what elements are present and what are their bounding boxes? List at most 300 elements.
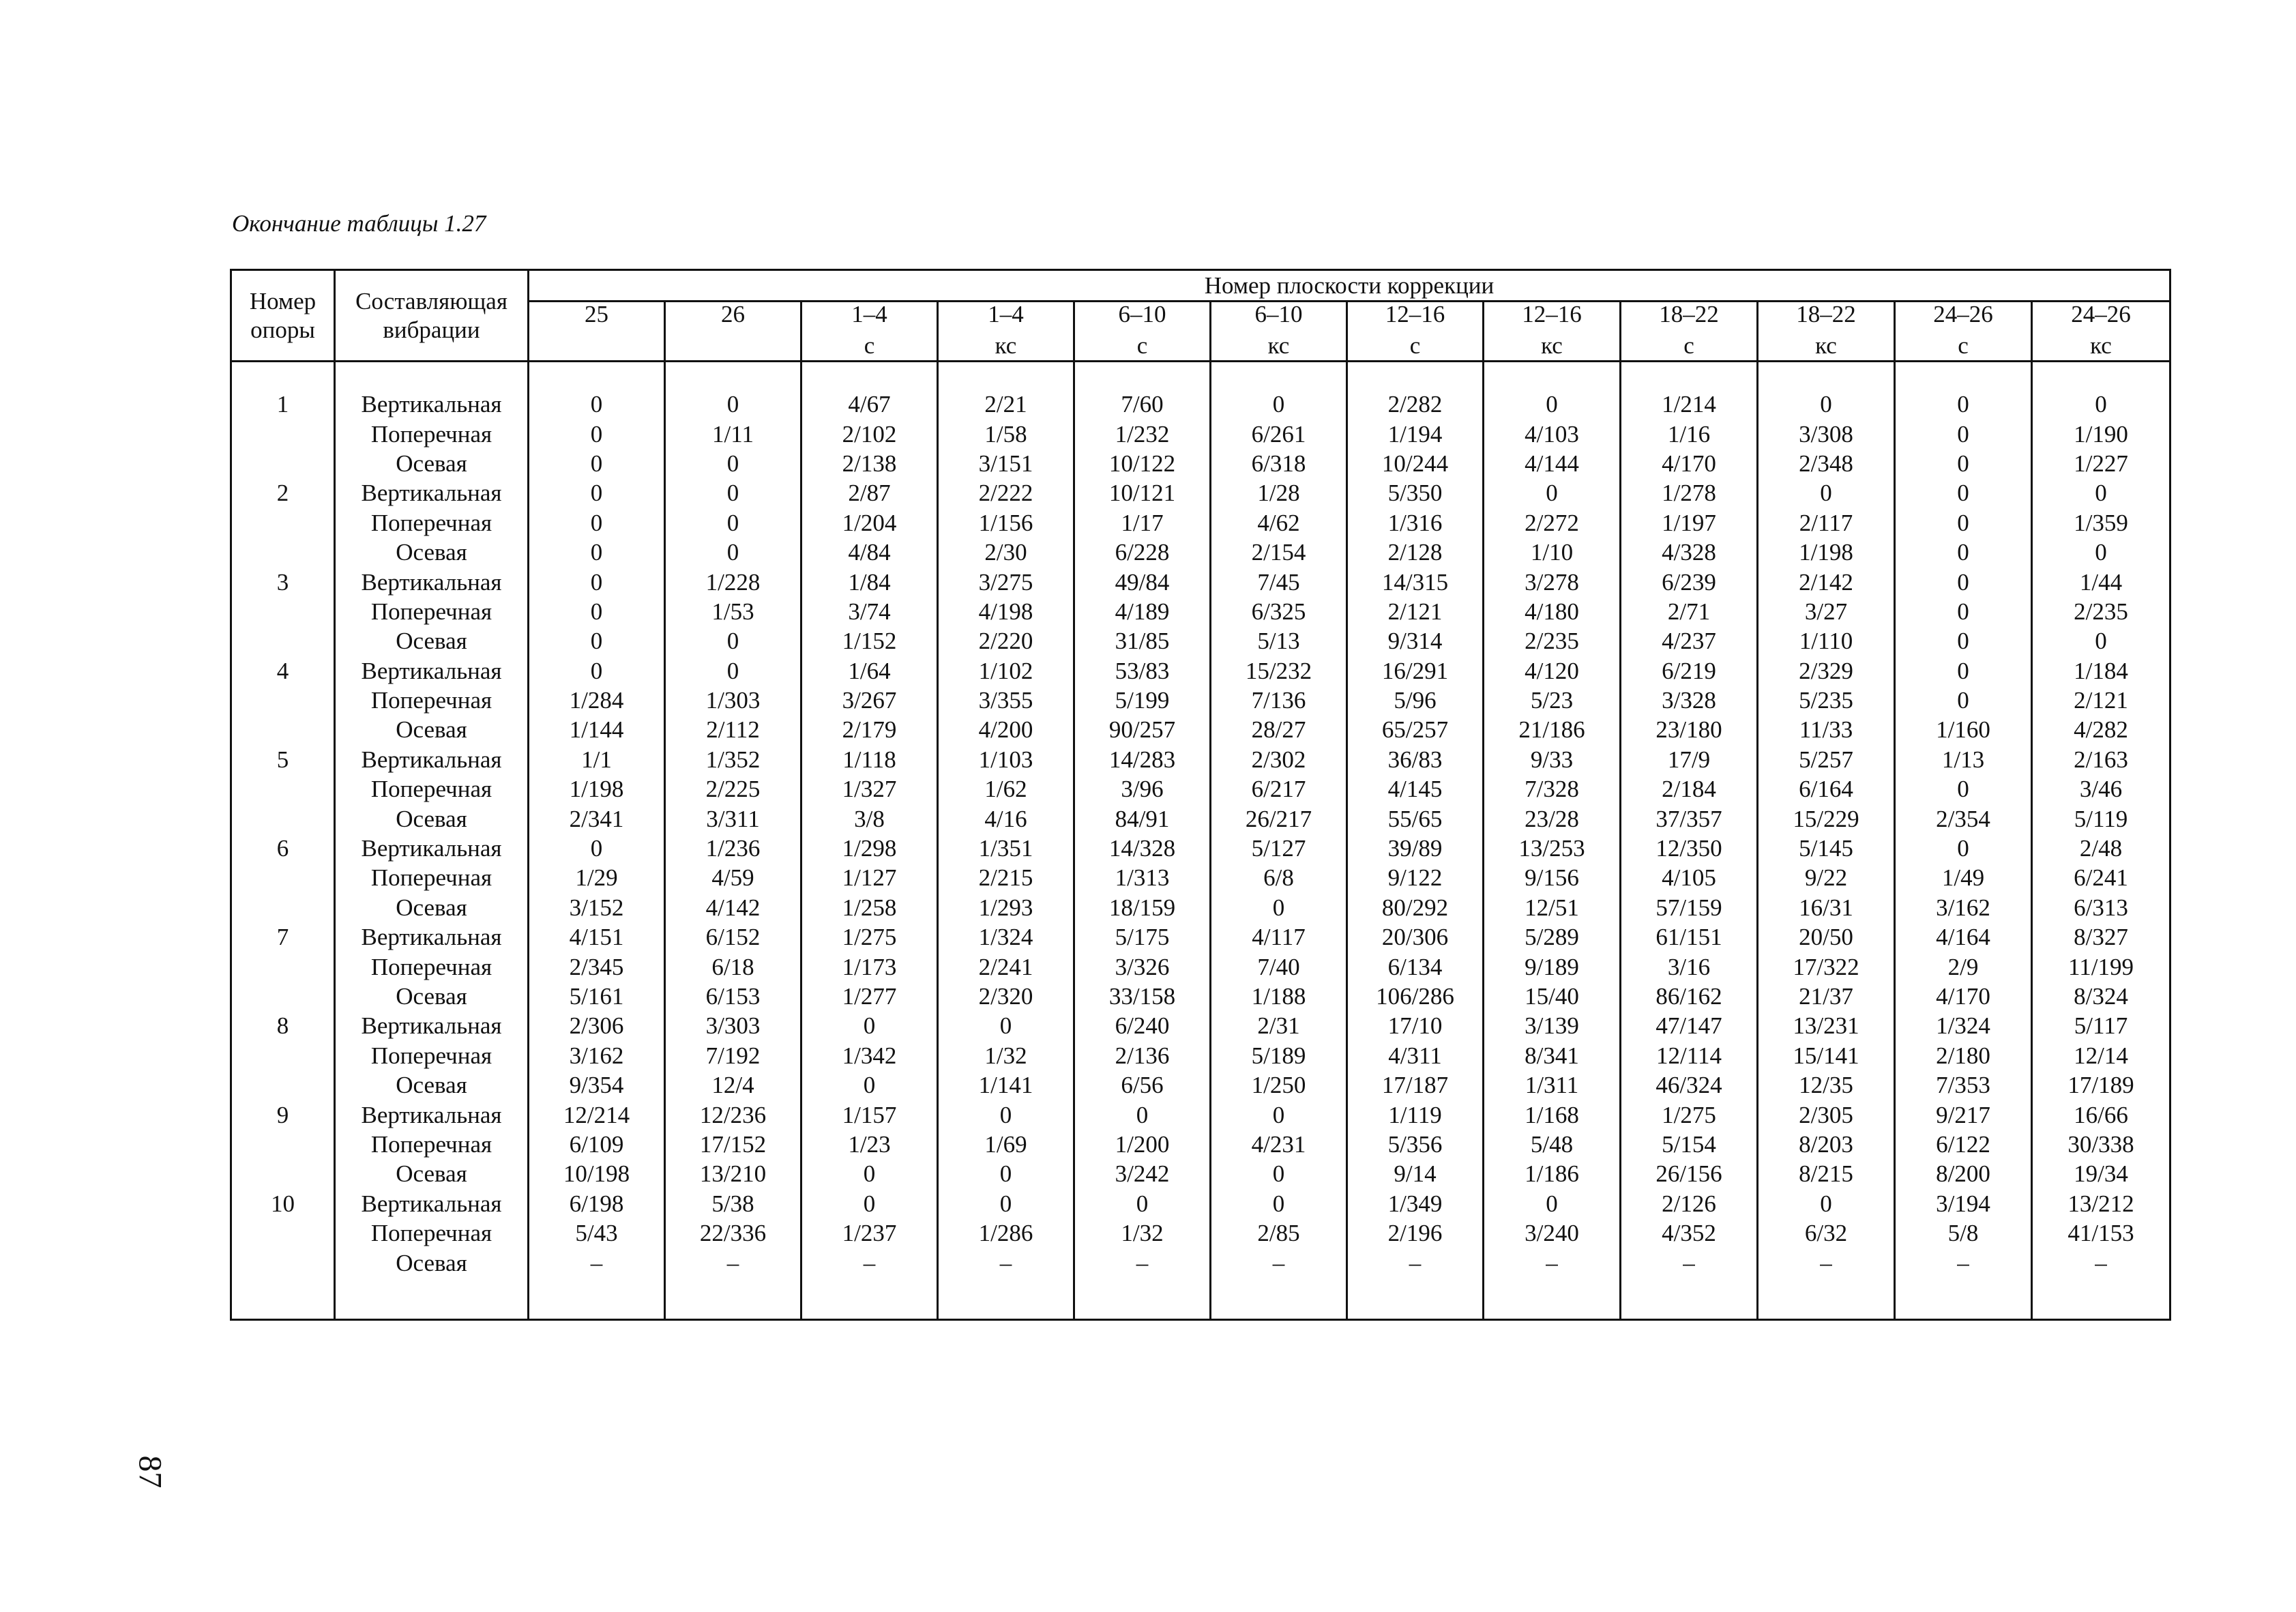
table-row bbox=[231, 1070, 2170, 1100]
value-cell: 11/199 bbox=[2032, 952, 2170, 981]
header-plane-sub: с bbox=[1895, 331, 2032, 362]
support-number bbox=[231, 449, 335, 478]
value-cell: 1/118 bbox=[801, 745, 938, 774]
header-plane: 12–16 bbox=[1484, 302, 1621, 332]
value-cell: 0 bbox=[1895, 478, 2032, 508]
value-cell: 30/338 bbox=[2032, 1130, 2170, 1159]
value-cell: 0 bbox=[1484, 478, 1621, 508]
value-cell: 7/45 bbox=[1211, 567, 1347, 596]
blank-cell bbox=[1758, 362, 1895, 390]
value-cell: 1/198 bbox=[529, 774, 665, 804]
value-cell: 16/291 bbox=[1347, 656, 1484, 686]
value-cell: 2/136 bbox=[1074, 1041, 1211, 1070]
table-row bbox=[231, 656, 2170, 686]
value-cell: – bbox=[1074, 1248, 1211, 1277]
blank-cell bbox=[231, 362, 335, 390]
value-cell: 4/282 bbox=[2032, 715, 2170, 744]
table-row bbox=[231, 686, 2170, 715]
value-cell: 6/122 bbox=[1895, 1130, 2032, 1159]
value-cell: 9/189 bbox=[1484, 952, 1621, 981]
value-cell: – bbox=[1621, 1248, 1758, 1277]
value-cell: 2/85 bbox=[1211, 1218, 1347, 1248]
value-cell: 6/313 bbox=[2032, 893, 2170, 922]
value-cell: 7/328 bbox=[1484, 774, 1621, 804]
table-row bbox=[231, 1130, 2170, 1159]
value-cell: 3/151 bbox=[938, 449, 1074, 478]
value-cell: 20/50 bbox=[1758, 922, 1895, 952]
value-cell: 0 bbox=[1758, 478, 1895, 508]
vibration-component: Вертикальная bbox=[335, 922, 529, 952]
value-cell: 10/122 bbox=[1074, 449, 1211, 478]
header-plane-sub: с bbox=[1074, 331, 1211, 362]
blank-cell bbox=[801, 362, 938, 390]
value-cell: 1/13 bbox=[1895, 745, 2032, 774]
value-cell: 0 bbox=[1211, 1100, 1347, 1129]
value-cell: 0 bbox=[665, 449, 801, 478]
value-cell: 0 bbox=[1211, 893, 1347, 922]
blank-cell bbox=[1621, 1278, 1758, 1320]
value-cell: 1/16 bbox=[1621, 419, 1758, 448]
value-cell: – bbox=[801, 1248, 938, 1277]
value-cell: 3/240 bbox=[1484, 1218, 1621, 1248]
value-cell: 4/84 bbox=[801, 538, 938, 567]
value-cell: 1/236 bbox=[665, 834, 801, 863]
value-cell: 2/196 bbox=[1347, 1218, 1484, 1248]
value-cell: 1/277 bbox=[801, 982, 938, 1011]
value-cell: 0 bbox=[1895, 656, 2032, 686]
value-cell: 3/46 bbox=[2032, 774, 2170, 804]
value-cell: 1/127 bbox=[801, 863, 938, 892]
vibration-component: Осевая bbox=[335, 1159, 529, 1188]
support-number bbox=[231, 804, 335, 833]
vibration-component: Вертикальная bbox=[335, 834, 529, 863]
value-cell: 0 bbox=[938, 1100, 1074, 1129]
value-cell: 47/147 bbox=[1621, 1011, 1758, 1040]
value-cell: 28/27 bbox=[1211, 715, 1347, 744]
value-cell: 2/117 bbox=[1758, 508, 1895, 538]
blank-cell bbox=[1895, 362, 2032, 390]
vibration-component: Осевая bbox=[335, 715, 529, 744]
value-cell: 1/214 bbox=[1621, 390, 1758, 419]
table-row bbox=[231, 1041, 2170, 1070]
value-cell: 3/311 bbox=[665, 804, 801, 833]
value-cell: 65/257 bbox=[1347, 715, 1484, 744]
value-cell: 0 bbox=[1895, 834, 2032, 863]
value-cell: 5/13 bbox=[1211, 626, 1347, 656]
support-number bbox=[231, 1041, 335, 1070]
table-header bbox=[231, 270, 2170, 362]
value-cell: 0 bbox=[938, 1189, 1074, 1218]
value-cell: 5/189 bbox=[1211, 1041, 1347, 1070]
value-cell: 0 bbox=[1211, 1189, 1347, 1218]
blank-cell bbox=[335, 1278, 529, 1320]
value-cell: 0 bbox=[665, 508, 801, 538]
vibration-component: Вертикальная bbox=[335, 1100, 529, 1129]
header-support-no: Номер опоры bbox=[231, 270, 335, 362]
value-cell: 4/144 bbox=[1484, 449, 1621, 478]
support-number bbox=[231, 538, 335, 567]
table-row bbox=[231, 508, 2170, 538]
value-cell: 9/156 bbox=[1484, 863, 1621, 892]
value-cell: 49/84 bbox=[1074, 567, 1211, 596]
value-cell: 1/227 bbox=[2032, 449, 2170, 478]
header-plane-sub: кс bbox=[938, 331, 1074, 362]
value-cell: – bbox=[665, 1248, 801, 1277]
value-cell: 3/308 bbox=[1758, 419, 1895, 448]
value-cell: 2/48 bbox=[2032, 834, 2170, 863]
value-cell: 2/215 bbox=[938, 863, 1074, 892]
value-cell: 12/350 bbox=[1621, 834, 1758, 863]
vibration-component: Осевая bbox=[335, 982, 529, 1011]
table-row bbox=[231, 715, 2170, 744]
value-cell: 0 bbox=[529, 390, 665, 419]
value-cell: 1/200 bbox=[1074, 1130, 1211, 1159]
value-cell: – bbox=[1758, 1248, 1895, 1277]
blank-cell bbox=[665, 1278, 801, 1320]
value-cell: 0 bbox=[938, 1159, 1074, 1188]
value-cell: 2/220 bbox=[938, 626, 1074, 656]
value-cell: 0 bbox=[1484, 390, 1621, 419]
blank-cell bbox=[1621, 362, 1758, 390]
table-row bbox=[231, 863, 2170, 892]
vibration-component: Поперечная bbox=[335, 597, 529, 626]
value-cell: 9/314 bbox=[1347, 626, 1484, 656]
value-cell: 10/121 bbox=[1074, 478, 1211, 508]
value-cell: 1/316 bbox=[1347, 508, 1484, 538]
value-cell: 1/324 bbox=[938, 922, 1074, 952]
support-number: 2 bbox=[231, 478, 335, 508]
value-cell: 1/103 bbox=[938, 745, 1074, 774]
value-cell: 4/16 bbox=[938, 804, 1074, 833]
value-cell: 46/324 bbox=[1621, 1070, 1758, 1100]
value-cell: 3/355 bbox=[938, 686, 1074, 715]
value-cell: 1/324 bbox=[1895, 1011, 2032, 1040]
header-plane-sub bbox=[665, 331, 801, 362]
value-cell: 9/22 bbox=[1758, 863, 1895, 892]
value-cell: 5/119 bbox=[2032, 804, 2170, 833]
blank-cell bbox=[1758, 1278, 1895, 1320]
value-cell: 1/49 bbox=[1895, 863, 2032, 892]
support-number bbox=[231, 1248, 335, 1277]
value-cell: 3/8 bbox=[801, 804, 938, 833]
value-cell: 5/38 bbox=[665, 1189, 801, 1218]
value-cell: 8/215 bbox=[1758, 1159, 1895, 1188]
value-cell: 80/292 bbox=[1347, 893, 1484, 922]
value-cell: 0 bbox=[2032, 626, 2170, 656]
value-cell: 3/328 bbox=[1621, 686, 1758, 715]
value-cell: 23/180 bbox=[1621, 715, 1758, 744]
value-cell: 1/293 bbox=[938, 893, 1074, 922]
vibration-component: Вертикальная bbox=[335, 745, 529, 774]
value-cell: 5/235 bbox=[1758, 686, 1895, 715]
value-cell: 1/32 bbox=[1074, 1218, 1211, 1248]
value-cell: 1/152 bbox=[801, 626, 938, 656]
value-cell: 2/329 bbox=[1758, 656, 1895, 686]
value-cell: 0 bbox=[1895, 508, 2032, 538]
header-plane: 24–26 bbox=[1895, 302, 2032, 332]
value-cell: 2/306 bbox=[529, 1011, 665, 1040]
value-cell: 17/322 bbox=[1758, 952, 1895, 981]
value-cell: 0 bbox=[2032, 478, 2170, 508]
value-cell: 3/162 bbox=[529, 1041, 665, 1070]
value-cell: 7/40 bbox=[1211, 952, 1347, 981]
vibration-component: Осевая bbox=[335, 893, 529, 922]
value-cell: 15/141 bbox=[1758, 1041, 1895, 1070]
value-cell: 14/283 bbox=[1074, 745, 1211, 774]
value-cell: 0 bbox=[529, 449, 665, 478]
value-cell: 2/222 bbox=[938, 478, 1074, 508]
blank-cell bbox=[1484, 1278, 1621, 1320]
value-cell: 1/11 bbox=[665, 419, 801, 448]
value-cell: 1/58 bbox=[938, 419, 1074, 448]
value-cell: 0 bbox=[1211, 1159, 1347, 1188]
blank-cell bbox=[1211, 362, 1347, 390]
vibration-component: Вертикальная bbox=[335, 478, 529, 508]
vibration-component: Вертикальная bbox=[335, 1011, 529, 1040]
value-cell: 0 bbox=[1895, 390, 2032, 419]
value-cell: 0 bbox=[2032, 390, 2170, 419]
value-cell: 31/85 bbox=[1074, 626, 1211, 656]
value-cell: 4/142 bbox=[665, 893, 801, 922]
value-cell: 19/34 bbox=[2032, 1159, 2170, 1188]
value-cell: 1/352 bbox=[665, 745, 801, 774]
value-cell: 17/10 bbox=[1347, 1011, 1484, 1040]
value-cell: 5/23 bbox=[1484, 686, 1621, 715]
value-cell: 0 bbox=[1895, 449, 2032, 478]
value-cell: 13/231 bbox=[1758, 1011, 1895, 1040]
value-cell: 9/122 bbox=[1347, 863, 1484, 892]
vibration-component: Поперечная bbox=[335, 952, 529, 981]
table-row bbox=[231, 922, 2170, 952]
value-cell: 0 bbox=[801, 1070, 938, 1100]
vibration-component: Осевая bbox=[335, 1070, 529, 1100]
vibration-component: Вертикальная bbox=[335, 1189, 529, 1218]
blank-cell bbox=[2032, 1278, 2170, 1320]
header-plane-sub: с bbox=[1347, 331, 1484, 362]
blank-cell bbox=[1347, 1278, 1484, 1320]
value-cell: 4/120 bbox=[1484, 656, 1621, 686]
value-cell: 15/229 bbox=[1758, 804, 1895, 833]
value-cell: 106/286 bbox=[1347, 982, 1484, 1011]
value-cell: 4/62 bbox=[1211, 508, 1347, 538]
value-cell: 5/257 bbox=[1758, 745, 1895, 774]
support-number: 3 bbox=[231, 567, 335, 596]
value-cell: 53/83 bbox=[1074, 656, 1211, 686]
value-cell: 9/33 bbox=[1484, 745, 1621, 774]
header-plane-sub: кс bbox=[1758, 331, 1895, 362]
value-cell: 84/91 bbox=[1074, 804, 1211, 833]
value-cell: 33/158 bbox=[1074, 982, 1211, 1011]
value-cell: 2/345 bbox=[529, 952, 665, 981]
support-number: 6 bbox=[231, 834, 335, 863]
blank-cell bbox=[2032, 362, 2170, 390]
value-cell: 4/237 bbox=[1621, 626, 1758, 656]
value-cell: 6/109 bbox=[529, 1130, 665, 1159]
value-cell: 3/152 bbox=[529, 893, 665, 922]
blank-cell bbox=[529, 1278, 665, 1320]
value-cell: 2/31 bbox=[1211, 1011, 1347, 1040]
support-number bbox=[231, 952, 335, 981]
header-plane-group: Номер плоскости коррекции bbox=[529, 270, 2170, 302]
table-row bbox=[231, 774, 2170, 804]
value-cell: 4/164 bbox=[1895, 922, 2032, 952]
value-cell: 0 bbox=[665, 390, 801, 419]
value-cell: 2/354 bbox=[1895, 804, 2032, 833]
value-cell: 13/210 bbox=[665, 1159, 801, 1188]
table-row bbox=[231, 597, 2170, 626]
blank-cell bbox=[1211, 1278, 1347, 1320]
value-cell: 6/325 bbox=[1211, 597, 1347, 626]
header-plane-sub: кс bbox=[1211, 331, 1347, 362]
value-cell: 5/96 bbox=[1347, 686, 1484, 715]
value-cell: 9/14 bbox=[1347, 1159, 1484, 1188]
value-cell: 0 bbox=[529, 834, 665, 863]
support-number bbox=[231, 1218, 335, 1248]
value-cell: 23/28 bbox=[1484, 804, 1621, 833]
value-cell: 2/121 bbox=[2032, 686, 2170, 715]
value-cell: 1/1 bbox=[529, 745, 665, 774]
support-number: 9 bbox=[231, 1100, 335, 1129]
value-cell: 5/289 bbox=[1484, 922, 1621, 952]
value-cell: 1/62 bbox=[938, 774, 1074, 804]
blank-cell bbox=[335, 362, 529, 390]
value-cell: 1/157 bbox=[801, 1100, 938, 1129]
support-number bbox=[231, 893, 335, 922]
header-plane-sub: с bbox=[801, 331, 938, 362]
vibration-component: Осевая bbox=[335, 626, 529, 656]
value-cell: 8/324 bbox=[2032, 982, 2170, 1011]
header-plane: 1–4 bbox=[938, 302, 1074, 332]
value-cell: 2/71 bbox=[1621, 597, 1758, 626]
value-cell: 3/162 bbox=[1895, 893, 2032, 922]
vibration-component: Поперечная bbox=[335, 508, 529, 538]
blank-cell bbox=[1347, 362, 1484, 390]
table-body bbox=[231, 362, 2170, 1320]
value-cell: 4/328 bbox=[1621, 538, 1758, 567]
blank-cell bbox=[1895, 1278, 2032, 1320]
value-cell: 0 bbox=[529, 419, 665, 448]
value-cell: 1/237 bbox=[801, 1218, 938, 1248]
value-cell: 12/236 bbox=[665, 1100, 801, 1129]
value-cell: 2/128 bbox=[1347, 538, 1484, 567]
value-cell: 1/311 bbox=[1484, 1070, 1621, 1100]
value-cell: 8/327 bbox=[2032, 922, 2170, 952]
value-cell: 1/278 bbox=[1621, 478, 1758, 508]
value-cell: 0 bbox=[801, 1189, 938, 1218]
value-cell: 6/228 bbox=[1074, 538, 1211, 567]
value-cell: 2/154 bbox=[1211, 538, 1347, 567]
value-cell: 0 bbox=[1211, 390, 1347, 419]
value-cell: 6/261 bbox=[1211, 419, 1347, 448]
value-cell: 3/275 bbox=[938, 567, 1074, 596]
value-cell: 1/232 bbox=[1074, 419, 1211, 448]
vibration-component: Вертикальная bbox=[335, 567, 529, 596]
value-cell: 12/35 bbox=[1758, 1070, 1895, 1100]
value-cell: 2/180 bbox=[1895, 1041, 2032, 1070]
value-cell: 1/327 bbox=[801, 774, 938, 804]
blank-cell bbox=[938, 362, 1074, 390]
value-cell: 4/170 bbox=[1895, 982, 2032, 1011]
value-cell: 2/302 bbox=[1211, 745, 1347, 774]
value-cell: 3/139 bbox=[1484, 1011, 1621, 1040]
value-cell: 2/241 bbox=[938, 952, 1074, 981]
value-cell: 90/257 bbox=[1074, 715, 1211, 744]
value-cell: 5/350 bbox=[1347, 478, 1484, 508]
value-cell: 0 bbox=[529, 626, 665, 656]
vibration-component: Осевая bbox=[335, 538, 529, 567]
value-cell: 39/89 bbox=[1347, 834, 1484, 863]
value-cell: 10/198 bbox=[529, 1159, 665, 1188]
value-cell: 2/320 bbox=[938, 982, 1074, 1011]
value-cell: 1/258 bbox=[801, 893, 938, 922]
value-cell: 2/348 bbox=[1758, 449, 1895, 478]
blank-cell bbox=[1074, 362, 1211, 390]
table-row bbox=[231, 1218, 2170, 1248]
value-cell: 0 bbox=[801, 1011, 938, 1040]
value-cell: 1/69 bbox=[938, 1130, 1074, 1159]
value-cell: 26/217 bbox=[1211, 804, 1347, 833]
header-plane: 12–16 bbox=[1347, 302, 1484, 332]
table-row bbox=[231, 804, 2170, 833]
value-cell: 2/102 bbox=[801, 419, 938, 448]
support-number bbox=[231, 774, 335, 804]
vibration-component: Поперечная bbox=[335, 1130, 529, 1159]
value-cell: 8/341 bbox=[1484, 1041, 1621, 1070]
value-cell: 61/151 bbox=[1621, 922, 1758, 952]
value-cell: 2/179 bbox=[801, 715, 938, 744]
vibration-component: Осевая bbox=[335, 1248, 529, 1277]
support-number: 1 bbox=[231, 390, 335, 419]
value-cell: 21/37 bbox=[1758, 982, 1895, 1011]
value-cell: 4/59 bbox=[665, 863, 801, 892]
value-cell: – bbox=[1211, 1248, 1347, 1277]
value-cell: 4/189 bbox=[1074, 597, 1211, 626]
value-cell: 8/203 bbox=[1758, 1130, 1895, 1159]
table-row bbox=[231, 1189, 2170, 1218]
value-cell: 1/303 bbox=[665, 686, 801, 715]
value-cell: 6/198 bbox=[529, 1189, 665, 1218]
value-cell: 3/278 bbox=[1484, 567, 1621, 596]
support-number bbox=[231, 419, 335, 448]
value-cell: 1/275 bbox=[1621, 1100, 1758, 1129]
value-cell: 3/96 bbox=[1074, 774, 1211, 804]
value-cell: 1/275 bbox=[801, 922, 938, 952]
vibration-component: Поперечная bbox=[335, 1041, 529, 1070]
vibration-component: Поперечная bbox=[335, 774, 529, 804]
blank-cell bbox=[665, 362, 801, 390]
value-cell: 4/105 bbox=[1621, 863, 1758, 892]
support-number: 7 bbox=[231, 922, 335, 952]
value-cell: 9/217 bbox=[1895, 1100, 2032, 1129]
support-number bbox=[231, 982, 335, 1011]
value-cell: 1/286 bbox=[938, 1218, 1074, 1248]
table-row bbox=[231, 1100, 2170, 1129]
value-cell: 1/28 bbox=[1211, 478, 1347, 508]
table-row bbox=[231, 1159, 2170, 1188]
value-cell: 2/121 bbox=[1347, 597, 1484, 626]
table-row bbox=[231, 626, 2170, 656]
value-cell: 0 bbox=[1758, 390, 1895, 419]
header-component: Составляющая вибрации bbox=[335, 270, 529, 362]
value-cell: 1/17 bbox=[1074, 508, 1211, 538]
value-cell: 10/244 bbox=[1347, 449, 1484, 478]
value-cell: 57/159 bbox=[1621, 893, 1758, 922]
value-cell: 5/145 bbox=[1758, 834, 1895, 863]
blank-cell bbox=[231, 1278, 335, 1320]
value-cell: 2/142 bbox=[1758, 567, 1895, 596]
value-cell: 0 bbox=[529, 597, 665, 626]
value-cell: – bbox=[1347, 1248, 1484, 1277]
